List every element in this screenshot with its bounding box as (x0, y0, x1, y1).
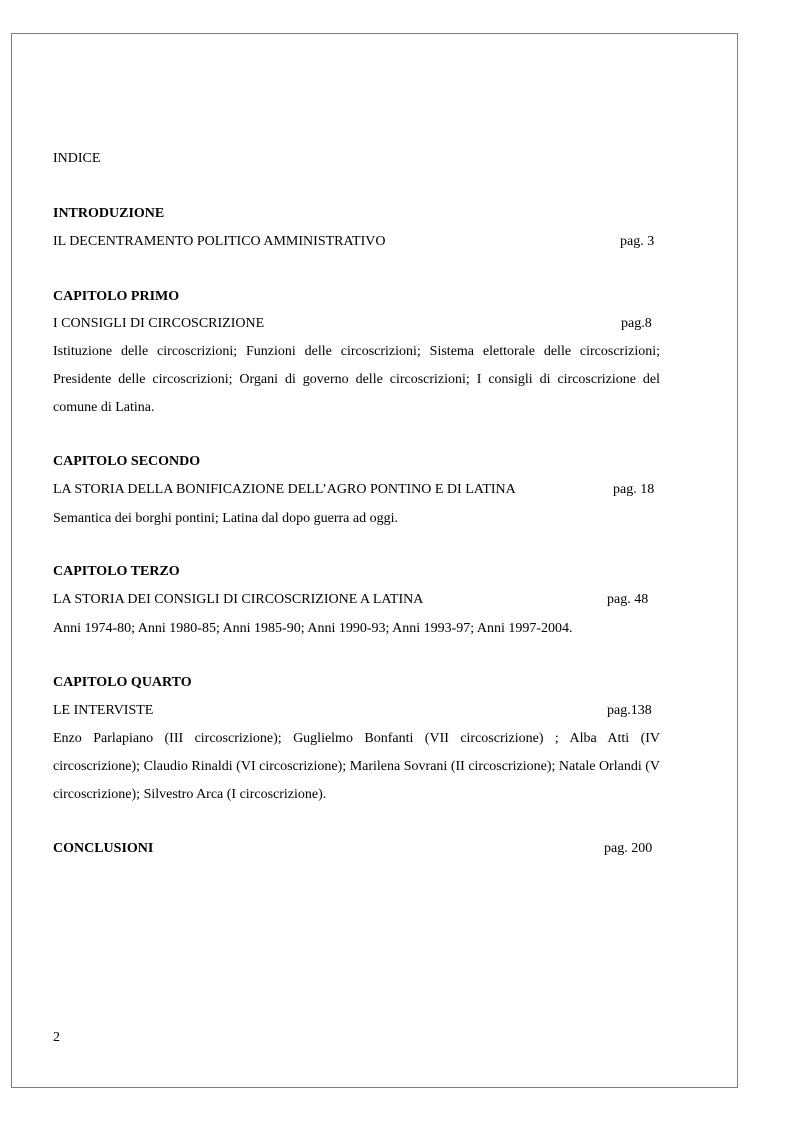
page-ref-capitolo-secondo: pag. 18 (613, 482, 655, 497)
index-heading: INDICE (53, 151, 101, 166)
section-title-capitolo-secondo: LA STORIA DELLA BONIFICAZIONE DELL’AGRO PONTINO E DI LATINA (53, 482, 516, 497)
page-ref-introduzione: pag. 3 (620, 234, 655, 249)
conclusion-label: CONCLUSIONI (53, 841, 154, 856)
section-description-capitolo-terzo: Anni 1974-80; Anni 1980-85; Anni 1985-90; Anni 1990-93; Anni 1993-97; Anni 1997-2004. (53, 621, 573, 636)
section-label-capitolo-quarto: CAPITOLO QUARTO (53, 675, 192, 690)
section-label-capitolo-terzo: CAPITOLO TERZO (53, 564, 180, 579)
section-title-introduzione: IL DECENTRAMENTO POLITICO AMMINISTRATIVO (53, 234, 386, 249)
page-ref-capitolo-terzo: pag. 48 (607, 592, 649, 607)
section-title-capitolo-quarto: LE INTERVISTE (53, 703, 154, 718)
page-frame (11, 33, 738, 1088)
page-ref-capitolo-primo: pag.8 (621, 316, 652, 331)
section-label-capitolo-primo: CAPITOLO PRIMO (53, 289, 180, 304)
section-label-introduzione: INTRODUZIONE (53, 206, 165, 221)
section-title-capitolo-primo: I CONSIGLI DI CIRCOSCRIZIONE (53, 316, 265, 331)
section-title-capitolo-terzo: LA STORIA DEI CONSIGLI DI CIRCOSCRIZIONE A LATINA (53, 592, 424, 607)
page-number: 2 (53, 1030, 60, 1045)
section-label-capitolo-secondo: CAPITOLO SECONDO (53, 454, 201, 469)
section-description-capitolo-quarto: Enzo Parlapiano (III circoscrizione); Guglielmo Bonfanti (VII circoscrizione) ; Alba Atti (IV circoscrizione); Claudio Rinaldi (VI circoscrizione); Marilena Sovrani (II circoscrizione); Natale Orlandi (V circoscrizione); Silvestro Arca (I circoscrizione). (53, 731, 660, 802)
section-description-capitolo-primo: Istituzione delle circoscrizioni; Funzioni delle circoscrizioni; Sistema elettorale delle circoscrizioni; Presidente delle circoscrizioni; Organi di governo delle circoscrizioni; I consigli di circoscrizione del comune di Latina. (53, 344, 660, 415)
page-ref-capitolo-quarto: pag.138 (607, 703, 652, 718)
conclusion-page-ref: pag. 200 (604, 841, 653, 856)
section-description-capitolo-secondo: Semantica dei borghi pontini; Latina dal dopo guerra ad oggi. (53, 511, 398, 526)
